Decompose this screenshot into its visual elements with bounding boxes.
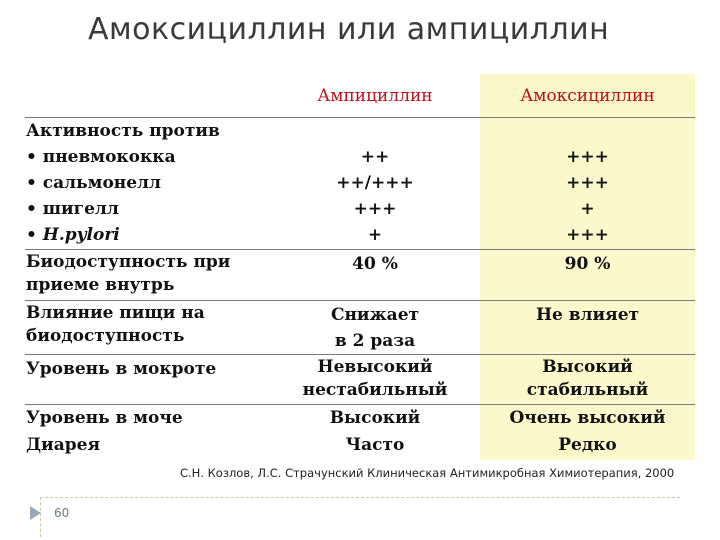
- cell-ampicillin-salmonella: ++/+++: [336, 173, 414, 193]
- cell-amoxicillin-bioavailability: 90 %: [564, 254, 611, 274]
- row-label-activity: Активность против: [26, 121, 220, 141]
- cell-ampicillin-sputum-1: Невысокий: [317, 357, 433, 377]
- row-label-food-1: Влияние пищи на: [26, 303, 205, 323]
- cell-ampicillin-food-1: Снижает: [330, 305, 420, 325]
- cell-ampicillin-bioavailability: 40 %: [352, 254, 398, 274]
- slide-title: Амоксициллин или ампициллин: [88, 12, 610, 47]
- cell-ampicillin-diarrhea: Часто: [345, 435, 405, 455]
- cell-amoxicillin-food: Не влияет: [535, 305, 640, 325]
- row-label-salmonella: • сальмонелл: [26, 173, 162, 193]
- row-label-pneumococcus: • пневмококка: [26, 147, 176, 167]
- column-header-ampicillin: Ампициллин: [317, 86, 433, 106]
- column-header-amoxicillin: Амоксициллин: [480, 74, 695, 118]
- cell-ampicillin-food-2: в 2 раза: [334, 331, 416, 351]
- citation: С.Н. Козлов, Л.С. Страчунский Клиническая Антимикробная Химиотерапия, 2000: [180, 466, 675, 480]
- row-label-food-2: биодоступность: [26, 326, 185, 346]
- cell-amoxicillin-sputum-1: Высокий: [542, 357, 633, 377]
- cell-amoxicillin-hpylori: +++: [566, 225, 609, 245]
- cell-ampicillin-hpylori: +: [367, 225, 383, 245]
- page-number: 60: [54, 506, 70, 520]
- cell-amoxicillin-sputum-2: стабильный: [526, 380, 649, 400]
- table-rule: [25, 300, 695, 301]
- cell-amoxicillin-urine: Очень высокий: [509, 408, 666, 428]
- arrow-right-icon: [30, 506, 41, 520]
- row-label-shigella: • шигелл: [26, 199, 119, 219]
- footer-divider: [40, 497, 680, 498]
- row-label-bioavailability-2: приеме внутрь: [26, 275, 175, 295]
- row-label-hpylori: [26, 222, 120, 248]
- bullet: •: [26, 225, 43, 245]
- row-label-diarrhea: Диарея: [26, 435, 101, 455]
- cell-ampicillin-sputum-2: нестабильный: [302, 380, 448, 400]
- table-rule: [25, 249, 695, 250]
- row-label-urine: Уровень в моче: [26, 408, 183, 428]
- cell-amoxicillin-salmonella: +++: [566, 173, 609, 193]
- table-rule: [25, 354, 695, 355]
- cell-ampicillin-shigella: +++: [353, 199, 397, 219]
- cell-ampicillin-pneumococcus: ++: [360, 147, 390, 167]
- row-label-bioavailability-1: Биодоступность при: [26, 252, 231, 272]
- cell-amoxicillin-diarrhea: Редко: [558, 435, 617, 455]
- cell-amoxicillin-pneumococcus: +++: [566, 147, 609, 167]
- cell-ampicillin-urine: Высокий: [329, 408, 421, 428]
- row-label-sputum: Уровень в мокроте: [26, 359, 217, 379]
- cell-amoxicillin-shigella: +: [580, 199, 595, 219]
- hpylori-label: H.pylori: [42, 225, 120, 245]
